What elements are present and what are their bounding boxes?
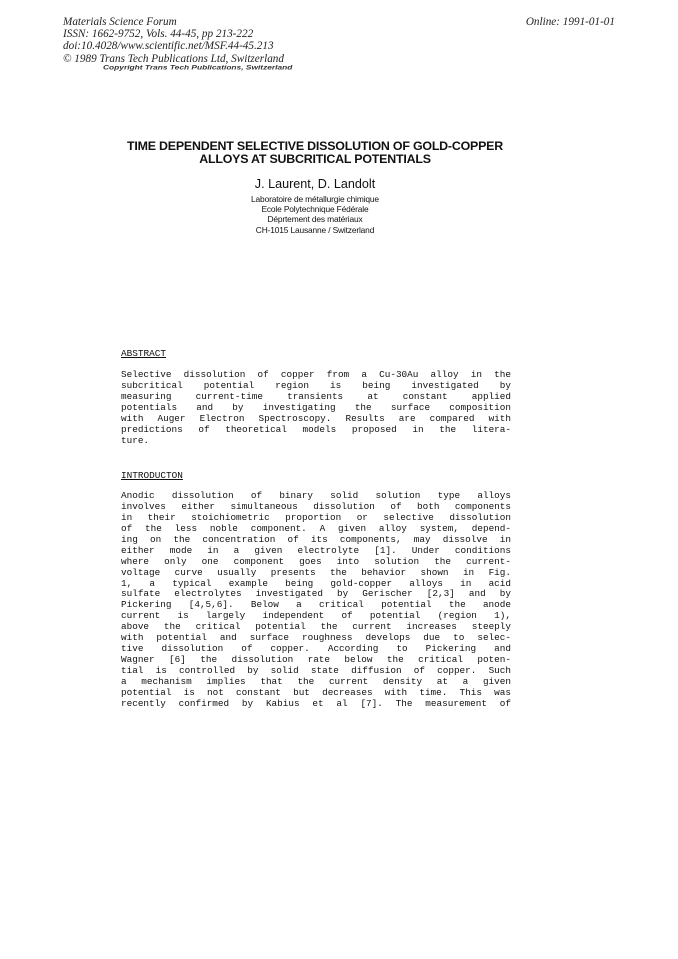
affiliation-line-2: Ecole Polytechnique Fédérale bbox=[261, 204, 369, 215]
original-copyright-stamp: Copyright Trans Tech Publications, Switzerland bbox=[103, 63, 293, 72]
introduction-body bbox=[121, 491, 511, 710]
text-line: with potential and surface roughness develops due to selec- bbox=[121, 632, 511, 644]
text-line: tial is controlled by solid state diffusion of copper. Such bbox=[121, 665, 511, 676]
text-line: ture. bbox=[121, 434, 150, 446]
text-line: 1, a typical example being gold-copper alloys in acid bbox=[121, 577, 511, 589]
text-line: tive dissolution of copper. According to Pickering and bbox=[121, 643, 511, 655]
text-line: potential is not constant but decreases with time. This was bbox=[121, 686, 511, 698]
text-line: involves either simultaneous dissolution of both components bbox=[121, 500, 511, 512]
introduction-heading: INTRODUCTON bbox=[121, 470, 183, 481]
text-line: recently confirmed by Kabius et al [7]. The measurement of bbox=[121, 697, 511, 709]
title-line-2: ALLOYS AT SUBCRITICAL POTENTIALS bbox=[199, 152, 431, 166]
affiliation-line-1: Laboratoire de métallurgie chimique bbox=[251, 194, 379, 204]
authors: J. Laurent, D. Landolt bbox=[254, 177, 376, 191]
text-line: of the less noble component. A given alloy system, depend- bbox=[121, 522, 511, 534]
text-line: Selective dissolution of copper from a Cu-30Au alloy in the bbox=[121, 369, 511, 380]
text-line: ing on the concentration of its components, may dissolve in bbox=[121, 533, 511, 545]
copyright-line: © 1989 Trans Tech Publications Ltd, Switzerland bbox=[63, 52, 284, 65]
text-line: subcritical potential region is being investigated by bbox=[121, 379, 511, 391]
issn-line: ISSN: 1662-9752, Vols. 44-45, pp 213-222 bbox=[63, 28, 254, 41]
text-line: Wagner [6] the dissolution rate below the critical poten- bbox=[121, 654, 511, 666]
affiliation bbox=[100, 194, 530, 235]
text-line: above the critical potential the current increases steeply bbox=[121, 621, 511, 633]
abstract-heading: ABSTRACT bbox=[121, 348, 167, 359]
text-line: predictions of theoretical models proposed in the litera- bbox=[121, 423, 511, 435]
text-line: a mechanism implies that the current density at a given bbox=[121, 675, 511, 687]
affiliation-line-4: CH-1015 Lausanne / Switzerland bbox=[255, 224, 375, 235]
online-date: Online: 1991-01-01 bbox=[525, 16, 615, 28]
text-line: Anodic dissolution of binary solid solution type alloys bbox=[121, 490, 511, 501]
abstract-body bbox=[121, 370, 511, 447]
journal-name: Materials Science Forum bbox=[63, 16, 177, 28]
text-line: either mode in a given electrolyte [1]. Under conditions bbox=[121, 544, 511, 556]
text-line: current is largely independent of potential (region 1), bbox=[121, 610, 511, 622]
text-line: Pickering [4,5,6]. Below a critical potential the anode bbox=[121, 599, 511, 611]
paper-title bbox=[100, 140, 530, 166]
text-line: potentials and by investigating the surface composition bbox=[121, 401, 511, 413]
text-line: with Auger Electron Spectroscopy. Results are compared with bbox=[121, 412, 511, 424]
text-line: sulfate electrolytes investigated by Gerischer [2,3] and by bbox=[121, 588, 511, 600]
title-line-1: TIME DEPENDENT SELECTIVE DISSOLUTION OF GOLD-COPPER bbox=[126, 139, 503, 153]
publication-header bbox=[63, 16, 284, 65]
text-line: in their stoichiometric proportion or selective dissolution bbox=[121, 511, 511, 523]
doi-line[interactable]: doi:10.4028/www.scientific.net/MSF.44-45.213 bbox=[63, 40, 274, 53]
text-line: measuring current-time transients at constant applied bbox=[121, 390, 511, 402]
text-line: where only one component goes into solution the current- bbox=[121, 555, 511, 567]
affiliation-line-3: Déprtement des matériaux bbox=[267, 214, 363, 225]
text-line: voltage curve usually presents the behavior shown in Fig. bbox=[121, 566, 511, 578]
